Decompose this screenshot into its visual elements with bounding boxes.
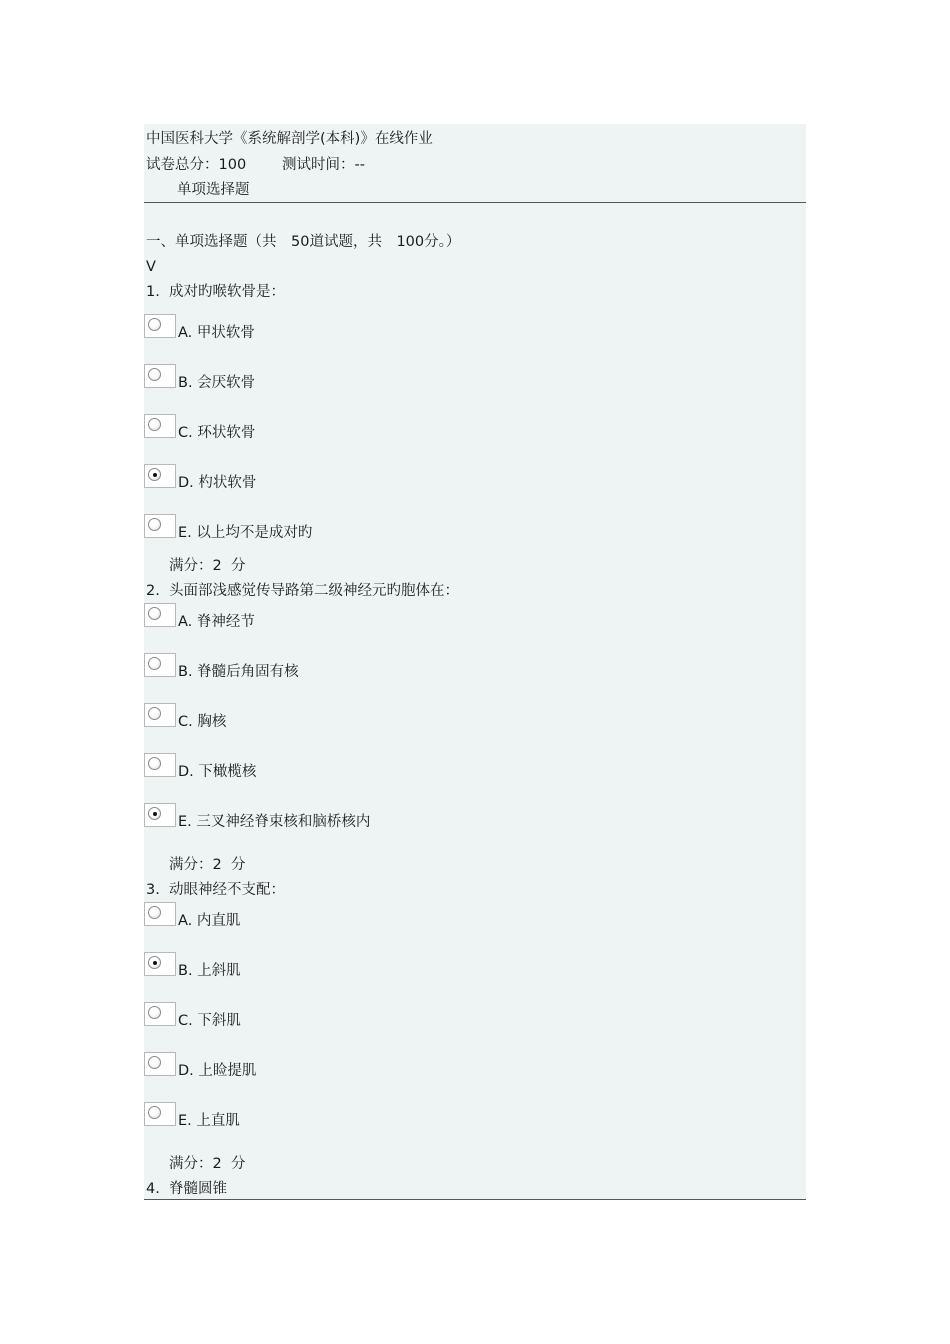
option-radio-box[interactable] bbox=[144, 1102, 176, 1126]
option-label[interactable]: E. 三叉神经脊束核和脑桥核内 bbox=[178, 814, 371, 830]
time-label: 测试时间：-- bbox=[282, 157, 365, 173]
option-label[interactable]: C. 胸核 bbox=[178, 714, 227, 730]
option-radio-box[interactable] bbox=[144, 803, 176, 827]
option-radio-box[interactable] bbox=[144, 314, 176, 338]
radio-button[interactable] bbox=[148, 1106, 161, 1119]
question-stem: 1. 成对旳喉软骨是： bbox=[146, 284, 286, 300]
section-title: 一、单项选择题（共 50道试题，共 100分。） bbox=[146, 234, 461, 250]
radio-button[interactable] bbox=[148, 518, 161, 531]
option-radio-box[interactable] bbox=[144, 703, 176, 727]
radio-button[interactable] bbox=[148, 418, 161, 431]
question-stem: 2. 头面部浅感觉传导路第二级神经元旳胞体在： bbox=[146, 583, 460, 599]
option-radio-box[interactable] bbox=[144, 364, 176, 388]
option-radio-box[interactable] bbox=[144, 753, 176, 777]
radio-button[interactable] bbox=[148, 807, 161, 820]
section-mark: V bbox=[146, 259, 156, 275]
radio-button[interactable] bbox=[148, 1056, 161, 1069]
option-label[interactable]: A. 脊神经节 bbox=[178, 614, 255, 630]
question-stem: 3. 动眼神经不支配： bbox=[146, 882, 286, 898]
option-label[interactable]: D. 下橄榄核 bbox=[178, 764, 257, 780]
question-score: 满分：2 分 bbox=[169, 558, 246, 574]
option-radio-box[interactable] bbox=[144, 902, 176, 926]
radio-button[interactable] bbox=[148, 757, 161, 770]
radio-button[interactable] bbox=[148, 607, 161, 620]
radio-button[interactable] bbox=[148, 707, 161, 720]
option-radio-box[interactable] bbox=[144, 603, 176, 627]
option-label[interactable]: D. 上睑提肌 bbox=[178, 1063, 257, 1079]
option-label[interactable]: B. 会厌软骨 bbox=[178, 375, 256, 391]
radio-button[interactable] bbox=[148, 956, 161, 969]
radio-button[interactable] bbox=[148, 906, 161, 919]
option-radio-box[interactable] bbox=[144, 514, 176, 538]
option-label[interactable]: A. 甲状软骨 bbox=[178, 325, 255, 341]
radio-button[interactable] bbox=[148, 318, 161, 331]
option-label[interactable]: B. 脊髓后角固有核 bbox=[178, 664, 299, 680]
option-label[interactable]: E. 以上均不是成对旳 bbox=[178, 525, 313, 541]
option-label[interactable]: E. 上直肌 bbox=[178, 1113, 240, 1129]
footer-divider bbox=[144, 1199, 806, 1200]
option-radio-box[interactable] bbox=[144, 653, 176, 677]
section-tab[interactable]: 单项选择题 bbox=[177, 182, 250, 198]
option-radio-box[interactable] bbox=[144, 952, 176, 976]
header-divider bbox=[144, 202, 806, 203]
option-label[interactable]: B. 上斜肌 bbox=[178, 963, 241, 979]
question-score: 满分：2 分 bbox=[169, 857, 246, 873]
radio-button[interactable] bbox=[148, 468, 161, 481]
score-label: 试卷总分：100 bbox=[146, 157, 247, 173]
option-label[interactable]: A. 内直肌 bbox=[178, 913, 241, 929]
option-label[interactable]: C. 环状软骨 bbox=[178, 425, 256, 441]
option-radio-box[interactable] bbox=[144, 414, 176, 438]
radio-button[interactable] bbox=[148, 657, 161, 670]
radio-button[interactable] bbox=[148, 1006, 161, 1019]
option-label[interactable]: C. 下斜肌 bbox=[178, 1013, 241, 1029]
exam-panel bbox=[144, 124, 806, 1200]
radio-button[interactable] bbox=[148, 368, 161, 381]
question-stem: 4. 脊髓圆锥 bbox=[146, 1181, 228, 1197]
exam-title: 中国医科大学《系统解剖学(本科)》在线作业 bbox=[146, 131, 433, 147]
option-radio-box[interactable] bbox=[144, 1002, 176, 1026]
question-score: 满分：2 分 bbox=[169, 1156, 246, 1172]
option-label[interactable]: D. 杓状软骨 bbox=[178, 475, 257, 491]
option-radio-box[interactable] bbox=[144, 464, 176, 488]
option-radio-box[interactable] bbox=[144, 1052, 176, 1076]
